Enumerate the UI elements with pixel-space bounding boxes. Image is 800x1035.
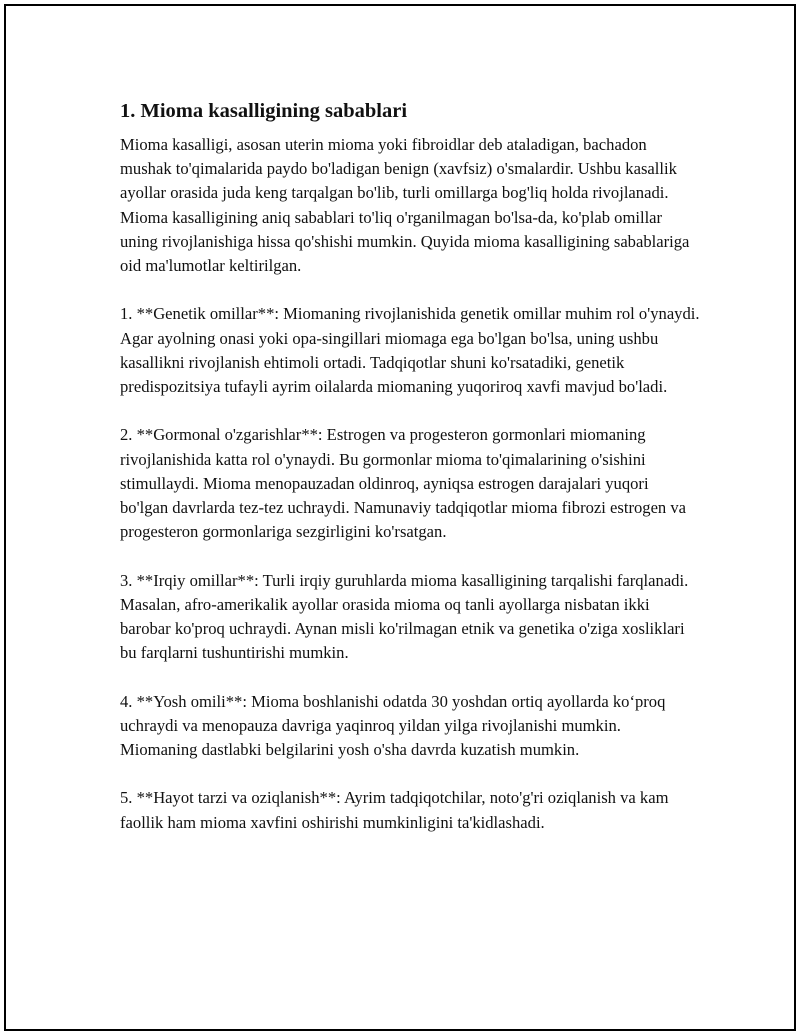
- racial-factors-paragraph: 3. **Irqiy omillar**: Turli irqiy guruhlarda mioma kasalligining tarqalishi farqlanadi. Masalan, afro-amerikalik ayollar orasida mioma oq tanli ayollarga nisbatan ikki barobar ko'proq uchraydi. Aynan misli ko'rilmagan etnik va genetika o'ziga xosliklari bu farqlarni tushuntirishi mumkin.: [120, 570, 689, 663]
- document-body: [120, 98, 700, 859]
- intro-paragraph: Mioma kasalligi, asosan uterin mioma yoki fibroidlar deb ataladigan, bachadon mushak to'qimalarida paydo bo'ladigan benign (xavfsiz) o'smalardir. Ushbu kasallik ayollar orasida juda keng tarqalgan bo'lib, turli omillarga bog'liq holda rivojlanadi. Mioma kasalligining aniq sabablari to'liq o'rganilmagan bo'lsa-da, ko'plab omillar uning rivojlanishiga hissa qo'shishi mumkin. Quyida mioma kasalligining sabablariga oid ma'lumotlar keltirilgan.: [120, 135, 690, 276]
- document-title: 1. Mioma kasalligining sabablari: [120, 100, 408, 122]
- genetic-factors-paragraph: 1. **Genetik omillar**: Miomaning rivojlanishida genetik omillar muhim rol o'ynaydi. Agar ayolning onasi yoki opa-singillari miomaga ega bo'lgan bo'lsa, uning ushbu kasallikni rivojlanish ehtimoli ortadi. Tadqiqotlar shuni ko'rsatadiki, genetik predispozitsiya tufayli ayrim oilalarda miomaning yuqoriroq xavfi mavjud bo'ladi.: [120, 304, 700, 397]
- page-border: [4, 4, 796, 1031]
- lifestyle-nutrition-paragraph: 5. **Hayot tarzi va oziqlanish**: Ayrim tadqiqotchilar, noto'g'ri oziqlanish va kam faollik ham mioma xavfini oshirishi mumkinligini ta'kidlashadi.: [120, 788, 669, 832]
- age-factor-paragraph: 4. **Yosh omili**: Mioma boshlanishi odatda 30 yoshdan ortiq ayollarda ko‘proq uchraydi va menopauza davriga yaqinroq yildan yilga rivojlanishi mumkin. Miomaning dastlabki belgilarini yosh o'sha davrda kuzatish mumkin.: [120, 691, 666, 760]
- hormonal-changes-paragraph: 2. **Gormonal o'zgarishlar**: Estrogen va progesteron gormonlari miomaning rivojlanishida katta rol o'ynaydi. Bu gormonlar mioma to'qimalarining o'sishini stimullaydi. Mioma menopauzadan oldinroq, ayniqsa estrogen darajalari yuqori bo'lgan davrlarda tez-tez uchraydi. Namunaviy tadqiqotlar mioma fibrozi estrogen va progesteron gormonlariga sezgirligini ko'rsatgan.: [120, 425, 687, 542]
